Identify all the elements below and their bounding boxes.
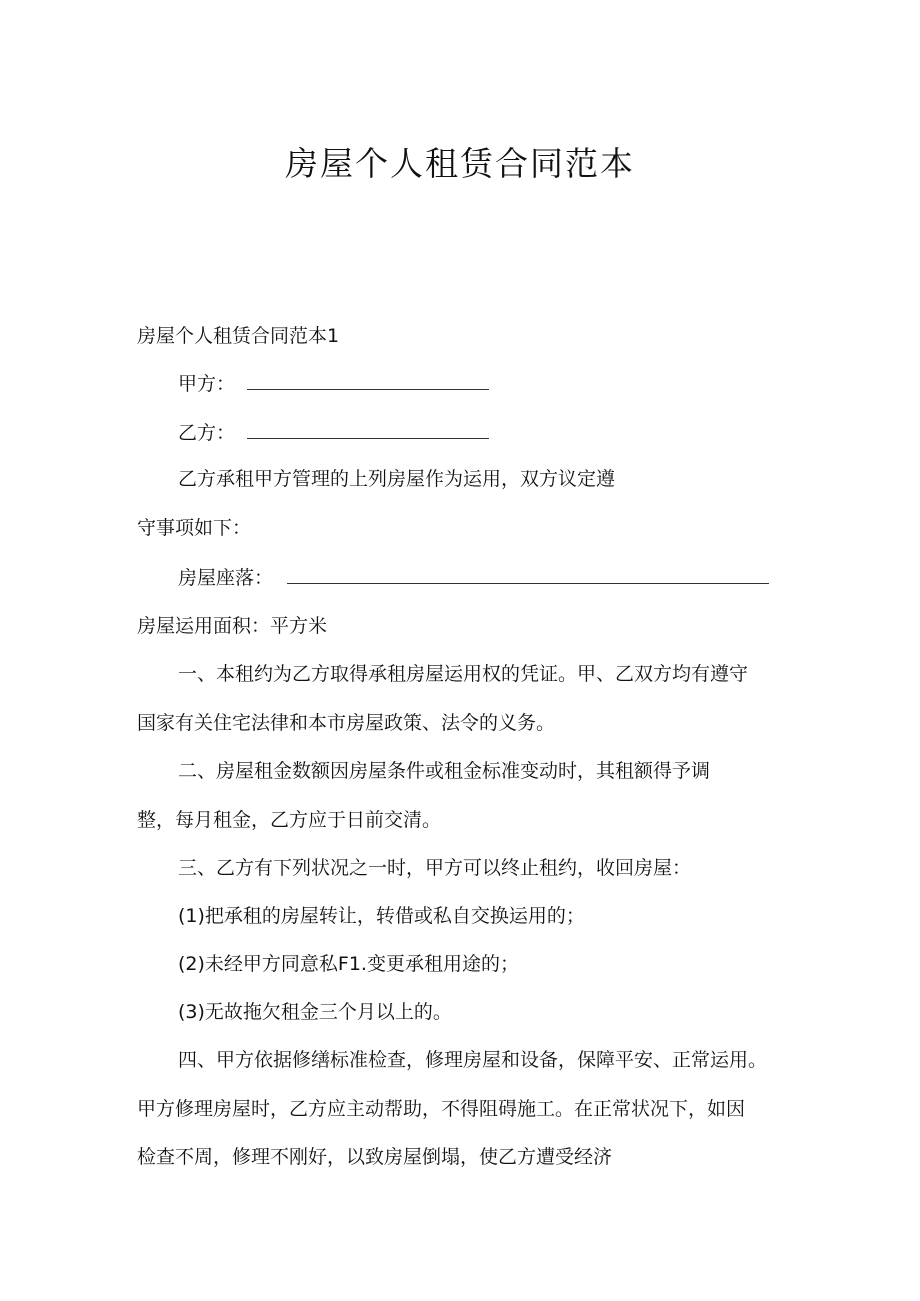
clause-3-item-1: (1)把承租的房屋转让，转借或私自交换运用的；	[178, 905, 585, 927]
party-a-blank	[247, 373, 489, 390]
clause-1-line-2: 国家有关住宅法律和本市房屋政策、法令的义务。	[137, 712, 556, 734]
location-row	[178, 566, 769, 590]
area-line: 房屋运用面积：平方米	[137, 615, 328, 637]
clause-2-line-1: 二、房屋租金数额因房屋条件或租金标准变动时，其租额得予调	[178, 760, 711, 782]
intro-line-2: 守事项如下：	[137, 517, 252, 539]
clause-3-item-3: (3)无故拖欠租金三个月以上的。	[178, 1001, 452, 1023]
document-title: 房屋个人租赁合同范本	[285, 144, 635, 183]
contract-subtitle: 房屋个人租赁合同范本1	[137, 325, 340, 347]
clause-4-line-3: 检查不周，修理不刚好，以致房屋倒塌，使乙方遭受经济	[137, 1146, 613, 1168]
clause-3-line-1: 三、乙方有下列状况之一时，甲方可以终止租约，收回房屋：	[178, 857, 692, 879]
location-label: 房屋座落：	[178, 567, 274, 589]
clause-4-line-1: 四、甲方依据修缮标准检查，修理房屋和设备，保障平安、正常运用。	[178, 1049, 768, 1071]
party-b-row	[178, 421, 489, 445]
party-b-label: 乙方：	[178, 422, 236, 444]
clause-2-line-2: 整，每月租金，乙方应于日前交清。	[137, 809, 442, 831]
party-a-row	[178, 372, 489, 396]
party-b-blank	[247, 422, 489, 439]
clause-4-line-2: 甲方修理房屋时，乙方应主动帮助，不得阻碍施工。在正常状况下，如因	[137, 1098, 746, 1120]
clause-3-item-2: (2)未经甲方同意私F1.变更承租用途的；	[178, 953, 519, 975]
party-a-label: 甲方：	[178, 373, 236, 395]
location-blank	[287, 567, 769, 584]
clause-1-line-1: 一、本租约为乙方取得承租房屋运用权的凭证。甲、乙双方均有遵守	[178, 663, 749, 685]
intro-line-1: 乙方承租甲方管理的上列房屋作为运用，双方议定遵	[178, 468, 616, 490]
